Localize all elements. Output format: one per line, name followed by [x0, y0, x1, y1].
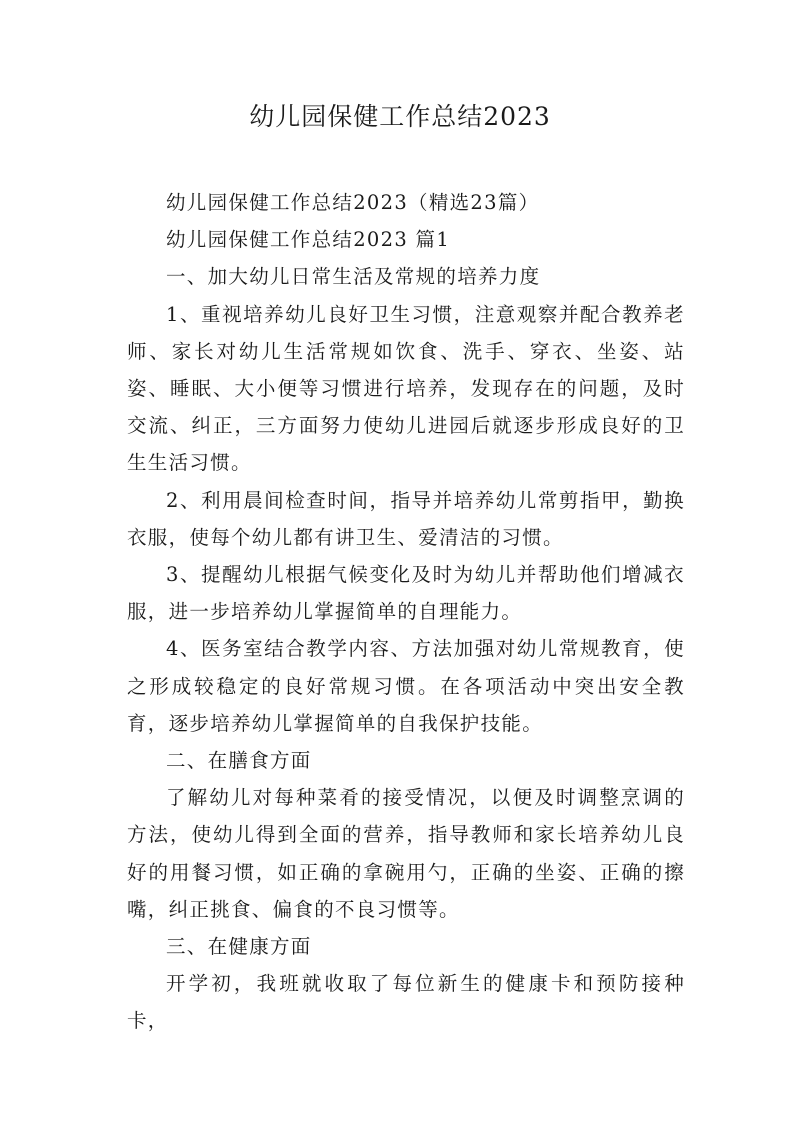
paragraph-diet: 了解幼儿对每种菜肴的接受情况，以便及时调整烹调的方法，使幼儿得到全面的营养，指导教师和家长培养幼儿良好的用餐习惯，如正确的拿碗用勺，正确的坐姿、正确的擦嘴，纠正挑食、偏食的不良习惯等。	[127, 786, 685, 921]
section-heading-diet: 二、在膳食方面	[166, 749, 312, 773]
document-body	[127, 184, 685, 1040]
document-title: 幼儿园保健工作总结2023	[249, 102, 551, 131]
paragraph-article-title: 幼儿园保健工作总结2023 篇1	[166, 228, 451, 252]
paragraph-item-1: 1、重视培养幼儿良好卫生习惯，注意观察并配合教养老师、家长对幼儿生活常规如饮食、洗手、穿衣、坐姿、站姿、睡眠、大小便等习惯进行培养，发现存在的问题，及时交流、纠正，三方面努力使幼儿进园后就逐步形成良好的卫生生活习惯。	[127, 302, 685, 475]
paragraph-item-2: 2、利用晨间检查时间，指导并培养幼儿常剪指甲，勤换衣服，使每个幼儿都有讲卫生、爱清洁的习惯。	[127, 488, 685, 549]
section-heading-daily-routine: 一、加大幼儿日常生活及常规的培养力度	[166, 265, 541, 289]
paragraph-health: 开学初，我班就收取了每位新生的健康卡和预防接种卡，	[127, 972, 685, 1033]
paragraph-item-4: 4、医务室结合教学内容、方法加强对幼儿常规教育，使之形成较稳定的良好常规习惯。在各项活动中突出安全教育，逐步培养幼儿掌握简单的自我保护技能。	[127, 637, 685, 735]
paragraph-item-3: 3、提醒幼儿根据气候变化及时为幼儿并帮助他们增减衣服，进一步培养幼儿掌握简单的自理能力。	[127, 563, 685, 624]
paragraph-collection-title: 幼儿园保健工作总结2023（精选23篇）	[166, 191, 540, 214]
section-heading-health: 三、在健康方面	[166, 935, 312, 959]
